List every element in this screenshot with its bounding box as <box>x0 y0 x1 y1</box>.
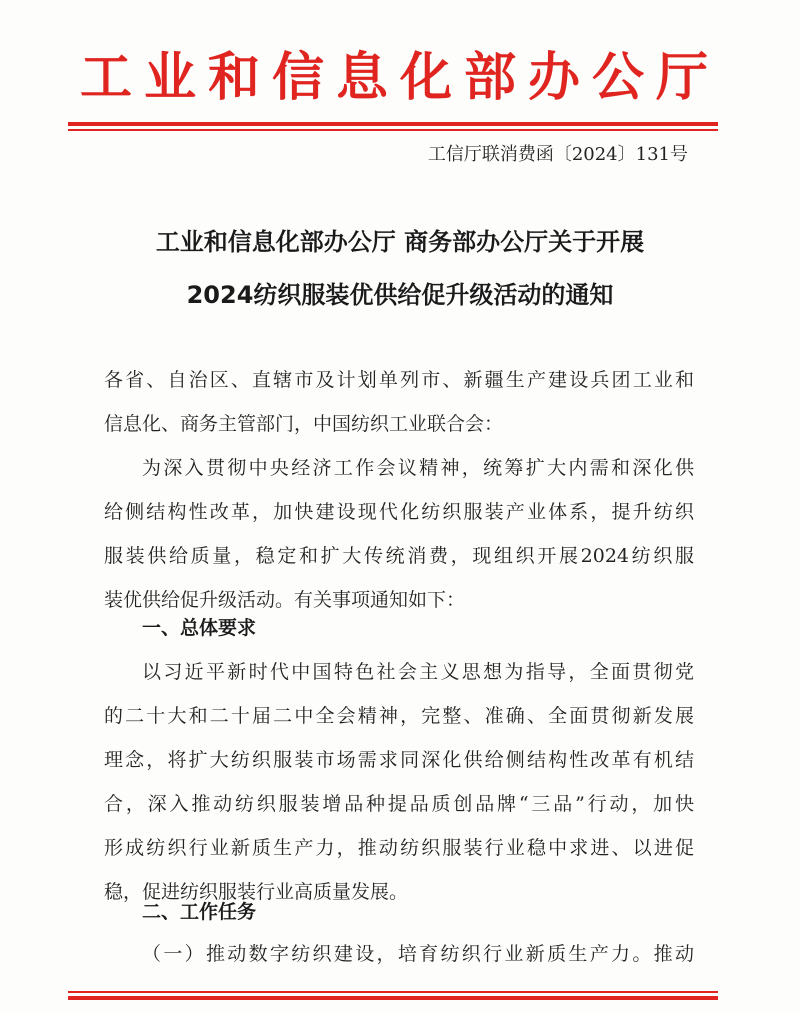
section-1-line: 形成纺织行业新质生产力，推动纺织服装行业稳中求进、以进促 <box>104 837 694 859</box>
masthead-rule-thick <box>68 122 718 126</box>
intro-line: 装优供给促升级活动。有关事项通知如下： <box>104 589 466 611</box>
document-title-line-2: 2024纺织服装优供给促升级活动的通知 <box>186 281 614 309</box>
intro-paragraph <box>104 446 694 622</box>
addressee-line: 各省、自治区、直辖市及计划单列市、新疆生产建设兵团工业和 <box>104 369 694 391</box>
masthead-rule-thin <box>68 129 718 131</box>
section-1-heading: 一、总体要求 <box>142 617 257 639</box>
section-2-line: （一）推动数字纺织建设，培育纺织行业新质生产力。推动 <box>142 943 694 965</box>
footer-rule-thick <box>68 996 718 1000</box>
section-1-line: 合，深入推动纺织服装增品种提品质创品牌“三品”行动，加快 <box>104 793 694 815</box>
intro-line: 服装供给质量，稳定和扩大传统消费，现组织开展2024纺织服 <box>104 545 694 567</box>
document-number: 工信厅联消费函〔2024〕131号 <box>427 144 688 165</box>
addressee-paragraph <box>104 358 694 446</box>
footer-rule-thin <box>68 991 718 993</box>
intro-line: 为深入贯彻中央经济工作会议精神，统筹扩大内需和深化供 <box>142 457 694 479</box>
section-2-heading: 二、工作任务 <box>142 901 257 923</box>
section-2-paragraph <box>104 932 694 976</box>
section-1-line: 的二十大和二十届二中全会精神，完整、准确、全面贯彻新发展 <box>104 705 694 727</box>
intro-line: 给侧结构性改革，加快建设现代化纺织服装产业体系，提升纺织 <box>104 501 694 523</box>
masthead-title: 工业和信息化部办公厅 <box>79 48 720 108</box>
section-1-paragraph <box>104 650 694 914</box>
section-1-line: 以习近平新时代中国特色社会主义思想为指导，全面贯彻党 <box>142 661 694 683</box>
section-1-line: 稳，促进纺织服装行业高质量发展。 <box>104 881 409 903</box>
addressee-line: 信息化、商务主管部门，中国纺织工业联合会： <box>104 413 504 435</box>
section-1-line: 理念，将扩大纺织服装市场需求同深化供给侧结构性改革有机结 <box>104 749 694 771</box>
document-title-line-1: 工业和信息化部办公厅 商务部办公厅关于开展 <box>155 228 645 256</box>
